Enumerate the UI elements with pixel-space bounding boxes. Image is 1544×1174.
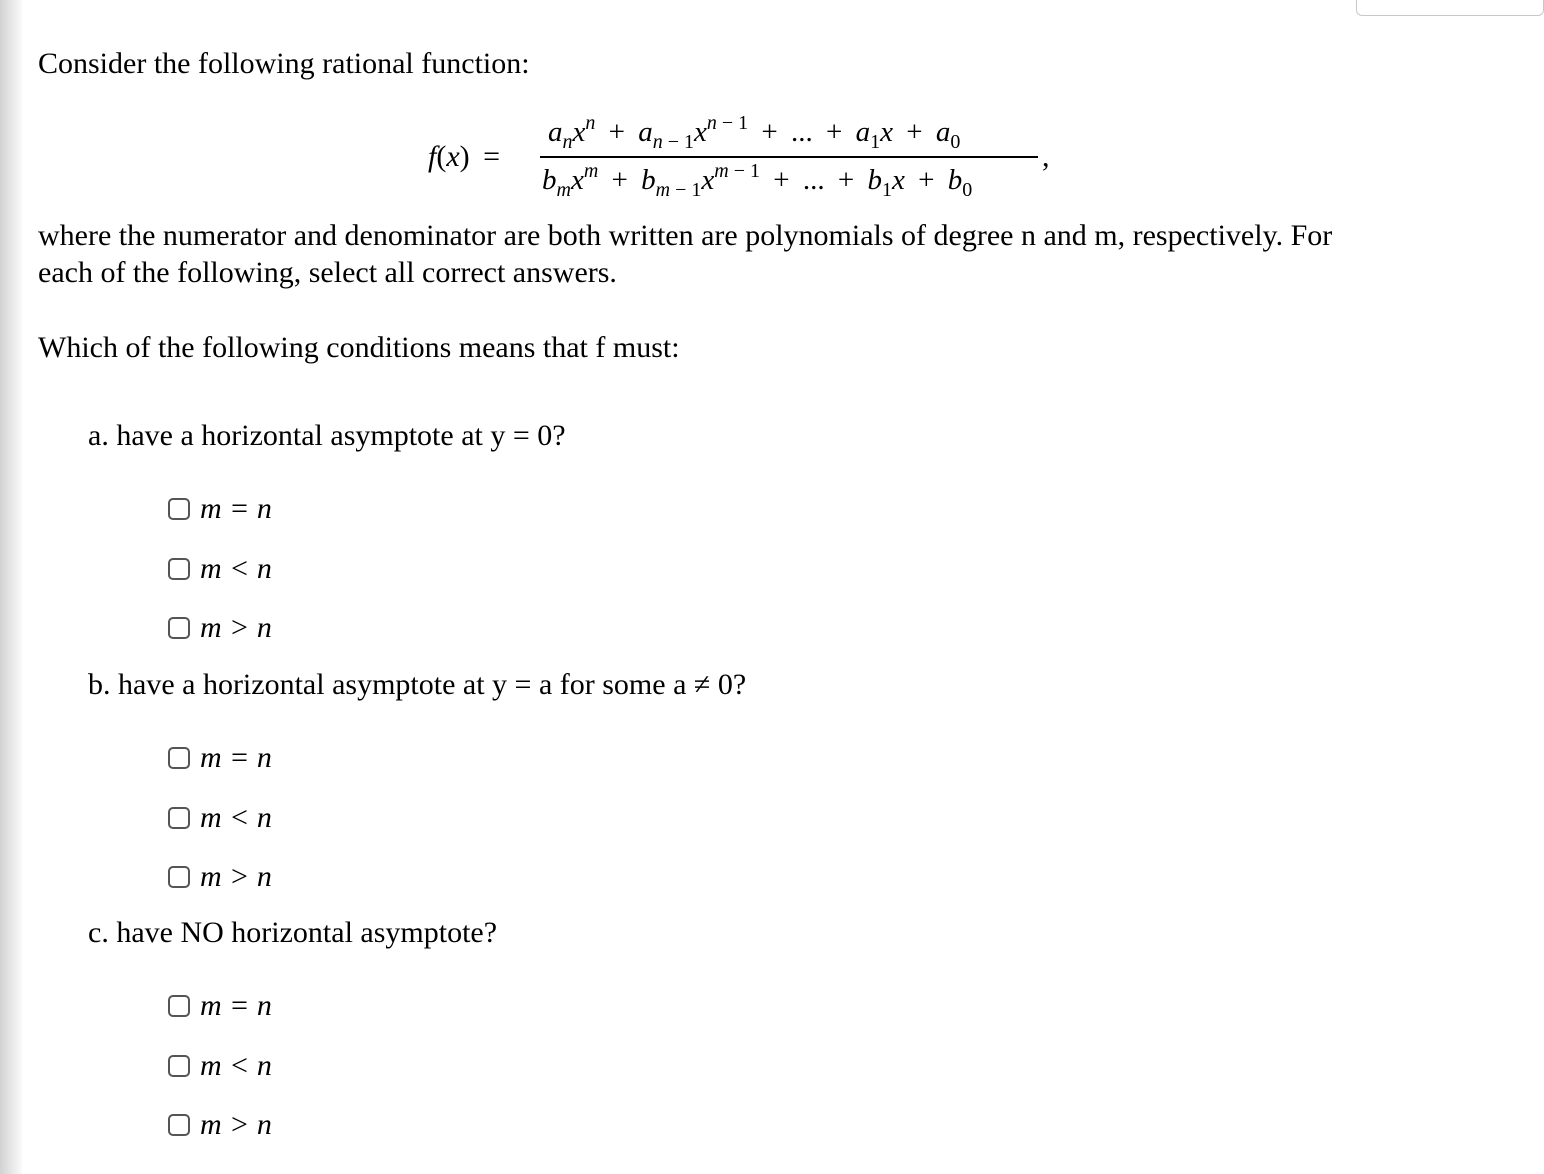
checkbox[interactable]: [168, 866, 190, 888]
fraction-bar: [540, 156, 1038, 158]
checkbox[interactable]: [168, 747, 190, 769]
checkbox[interactable]: [168, 617, 190, 639]
description-line-1: where the numerator and denominator are both written are polynomials of degree n and m, respectively. For: [38, 219, 1333, 252]
part-b-option-m-eq-n[interactable]: [168, 740, 272, 776]
part-c-option-m-lt-n[interactable]: [168, 1048, 272, 1084]
checkbox[interactable]: [168, 807, 190, 829]
part-a-option-m-eq-n[interactable]: [168, 491, 272, 527]
top-right-button[interactable]: [1356, 0, 1544, 16]
part-a-prompt: a. have a horizontal asymptote at y = 0?: [88, 419, 566, 452]
part-a-option-m-gt-n[interactable]: [168, 610, 272, 646]
checkbox[interactable]: [168, 498, 190, 520]
part-b-option-m-gt-n[interactable]: [168, 859, 272, 895]
question-text: Which of the following conditions means that f must:: [38, 331, 680, 364]
option-label: m < n: [200, 552, 272, 585]
window-left-edge: [0, 0, 22, 1174]
checkbox[interactable]: [168, 1114, 190, 1136]
formula-comma: ,: [1042, 140, 1050, 173]
option-label: m > n: [200, 611, 272, 644]
part-c-option-m-gt-n[interactable]: [168, 1107, 272, 1143]
formula-denominator: $b_mx^m + b_{m - 1}x^{m - 1}$ + ... + $b_1x + b_0$: [542, 160, 973, 201]
part-b-prompt: b. have a horizontal asymptote at y = a for some a ≠ 0?: [88, 668, 747, 701]
option-label: m = n: [200, 741, 272, 774]
checkbox[interactable]: [168, 558, 190, 580]
formula-numerator: $a_nx^n + a_{n - 1}x^{n - 1}$ + ... + $a_1x + a_0$: [548, 112, 961, 153]
description-line-2: each of the following, select all correct answers.: [38, 256, 617, 289]
option-label: m = n: [200, 989, 272, 1022]
option-label: m > n: [200, 1108, 272, 1141]
intro-text: Consider the following rational function:: [38, 47, 530, 80]
part-b-option-m-lt-n[interactable]: [168, 800, 272, 836]
option-label: m < n: [200, 1049, 272, 1082]
part-c-option-m-eq-n[interactable]: [168, 988, 272, 1024]
checkbox[interactable]: [168, 1055, 190, 1077]
part-a-option-m-lt-n[interactable]: [168, 551, 272, 587]
checkbox[interactable]: [168, 995, 190, 1017]
formula-lhs: f(x) =: [428, 140, 501, 173]
option-label: m = n: [200, 492, 272, 525]
option-label: m > n: [200, 860, 272, 893]
part-c-prompt: c. have NO horizontal asymptote?: [88, 916, 498, 949]
option-label: m < n: [200, 801, 272, 834]
